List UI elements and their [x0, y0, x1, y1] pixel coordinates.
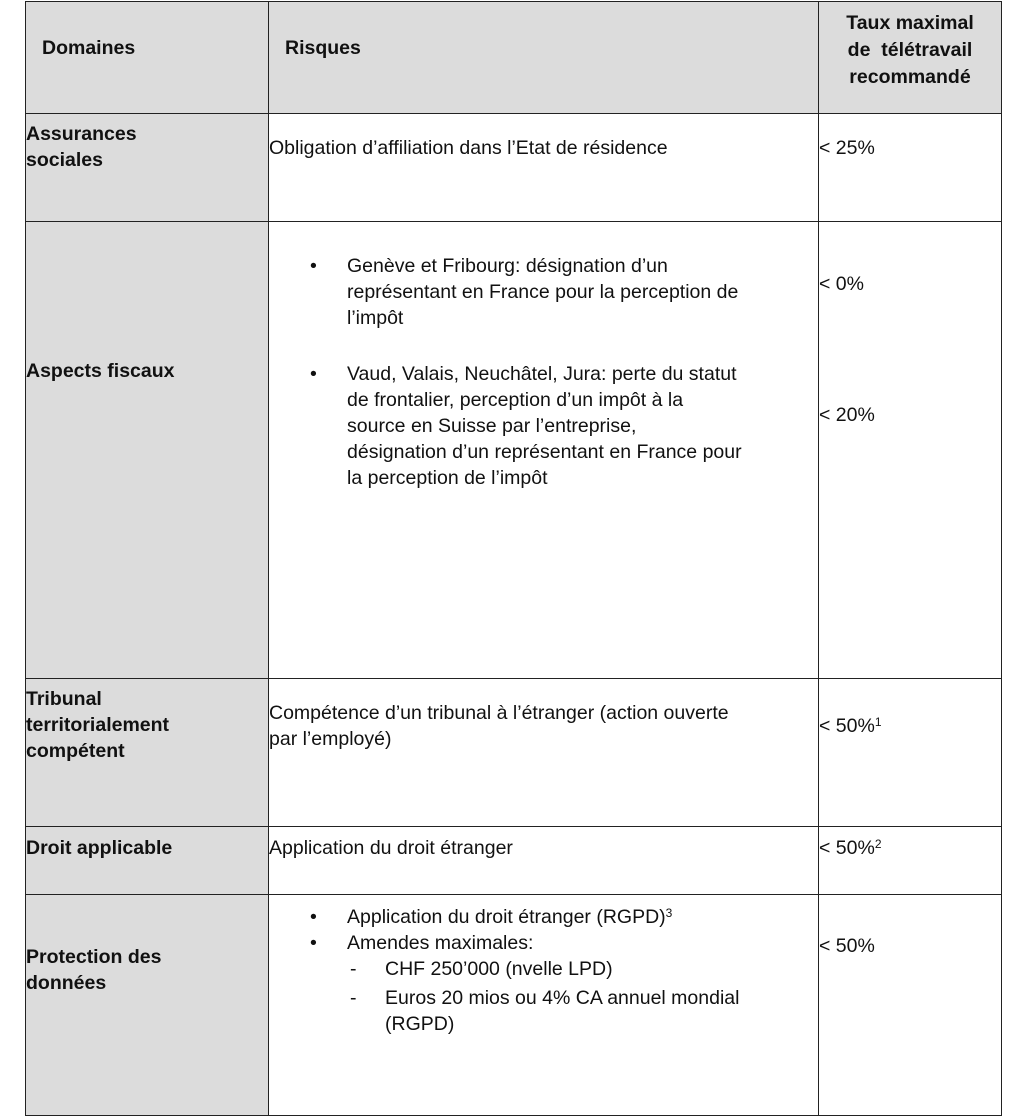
dash-line: (RGPD)	[385, 1013, 455, 1035]
sub-list-item	[269, 985, 818, 1037]
header-taux-line-3: recommandé	[849, 66, 971, 88]
header-risques: Risques	[269, 2, 819, 114]
domaine-line: Tribunal	[26, 688, 102, 710]
bullet-line: de frontalier, perception d’un impôt à la	[347, 389, 684, 411]
domaine-cell	[26, 679, 269, 827]
table-row	[26, 827, 1002, 895]
risque-line: Compétence d’un tribunal à l’étranger (action ouverte	[269, 702, 729, 724]
taux-value: < 20%	[819, 404, 875, 426]
footnote-ref: 2	[874, 837, 882, 851]
bullet-line: la perception de l’impôt	[347, 467, 548, 489]
bullet-line: source en Suisse par l’entreprise,	[347, 415, 637, 437]
risque-cell	[269, 222, 819, 679]
taux-cell: < 25%	[819, 114, 1002, 222]
header-domaines: Domaines	[26, 2, 269, 114]
header-taux	[819, 2, 1002, 114]
table-row	[26, 114, 1002, 222]
domaine-line: données	[26, 972, 107, 994]
bullet-line: Application du droit étranger (RGPD)	[347, 906, 666, 928]
footnote-ref: 1	[874, 715, 882, 729]
risque-cell	[269, 679, 819, 827]
domaine-line: compétent	[26, 740, 125, 762]
list-item	[269, 904, 818, 930]
header-taux-line-1: Taux maximal	[846, 12, 974, 34]
dash-line: Euros 20 mios ou 4% CA annuel mondial	[385, 987, 740, 1009]
bullet-line: l’impôt	[347, 307, 404, 329]
taux-cell	[819, 827, 1002, 895]
taux-cell	[819, 679, 1002, 827]
domaine-cell	[26, 895, 269, 1116]
domaine-line: sociales	[26, 149, 103, 171]
domaine-cell: Droit applicable	[26, 827, 269, 895]
bullet-line: Genève et Fribourg: désignation d’un	[347, 255, 668, 277]
list-item	[269, 253, 818, 331]
bullet-line: désignation d’un représentant en France pour	[347, 441, 742, 463]
footnote-ref: 3	[665, 906, 673, 920]
taux-cell: < 50%	[819, 895, 1002, 1116]
domaine-line: Protection des	[26, 946, 162, 968]
taux-cell	[819, 222, 1002, 679]
taux-value: < 0%	[819, 273, 864, 295]
domaine-line: Assurances	[26, 123, 137, 145]
table-row	[26, 679, 1002, 827]
risque-line: par l’employé)	[269, 728, 392, 750]
bullet-marker: •	[310, 255, 317, 277]
domaine-cell	[26, 114, 269, 222]
telework-risk-table	[25, 1, 1002, 1116]
bullet-line: Amendes maximales:	[347, 932, 534, 954]
risque-cell: Application du droit étranger	[269, 827, 819, 895]
risque-cell: Obligation d’affiliation dans l’Etat de résidence	[269, 114, 819, 222]
table-header-row	[26, 2, 1002, 114]
list-item	[269, 930, 818, 956]
domaine-line: territorialement	[26, 714, 170, 736]
dash-marker: -	[350, 987, 357, 1009]
bullet-marker: •	[310, 363, 317, 385]
taux-value: < 50%	[819, 715, 875, 737]
taux-value: < 50%	[819, 837, 875, 859]
dash-line: CHF 250’000 (nvelle LPD)	[385, 958, 613, 980]
dash-marker: -	[350, 958, 357, 980]
domaine-cell: Aspects fiscaux	[26, 222, 269, 679]
table-row	[26, 895, 1002, 1116]
bullet-line: représentant en France pour la perception de	[347, 281, 739, 303]
table-row	[26, 222, 1002, 679]
risque-cell	[269, 895, 819, 1116]
list-item	[269, 361, 818, 491]
header-taux-line-2: de télétravail	[847, 39, 973, 61]
sub-list-item	[269, 956, 818, 982]
bullet-marker: •	[310, 906, 317, 928]
bullet-marker: •	[310, 932, 317, 954]
bullet-line: Vaud, Valais, Neuchâtel, Jura: perte du statut	[347, 363, 737, 385]
